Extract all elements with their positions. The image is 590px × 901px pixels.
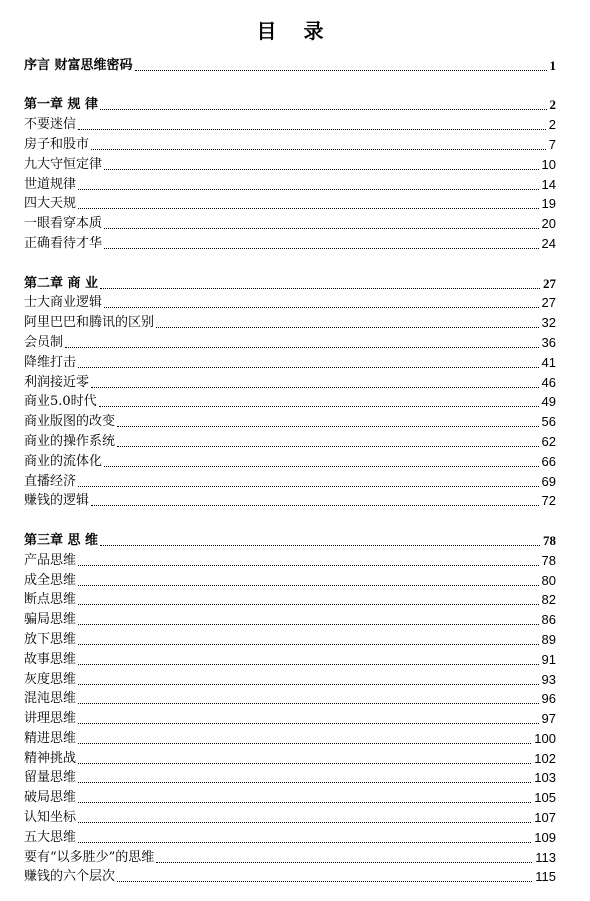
toc-page-number: 91 <box>541 651 556 667</box>
toc-entry-title: 骗局思维 <box>24 612 77 628</box>
dot-leader <box>78 663 539 665</box>
toc-entry[interactable] <box>24 332 556 352</box>
dot-leader <box>91 504 539 506</box>
toc-page-number: 10 <box>541 156 556 172</box>
dot-leader <box>104 465 539 467</box>
toc-entry[interactable] <box>24 392 556 412</box>
toc-page-number: 78 <box>543 532 556 548</box>
toc-entry-title: 第一章 规 律 <box>24 97 99 113</box>
toc-page-number: 20 <box>541 216 556 232</box>
toc-entry-title: 放下思维 <box>24 631 77 647</box>
dot-leader <box>65 346 539 348</box>
toc-page-number: 102 <box>534 750 556 766</box>
toc-page-number: 97 <box>541 711 556 727</box>
toc-entry-title: 故事思维 <box>24 651 77 667</box>
toc-page-number: 105 <box>534 790 556 806</box>
dot-leader <box>100 287 540 289</box>
dot-leader <box>99 405 539 407</box>
toc-page-number: 24 <box>541 235 556 251</box>
toc-entry[interactable] <box>24 728 556 748</box>
toc-page-number: 89 <box>541 631 556 647</box>
dot-leader <box>78 742 531 744</box>
toc-chapter-heading[interactable] <box>24 95 556 115</box>
toc-entry[interactable] <box>24 847 556 867</box>
toc-entry-title: 序言 财富思维密码 <box>24 57 133 73</box>
dot-leader <box>104 247 539 249</box>
dot-leader <box>104 306 539 308</box>
toc-page-number: 78 <box>541 552 556 568</box>
toc-page-number: 107 <box>534 810 556 826</box>
toc-entry[interactable] <box>24 748 556 768</box>
toc-entry[interactable] <box>24 174 556 194</box>
toc-entry-title: 直播经济 <box>24 473 77 489</box>
toc-chapter-heading[interactable] <box>24 55 556 75</box>
dot-leader <box>78 702 539 704</box>
toc-entry-title: 第二章 商 业 <box>24 275 99 291</box>
dot-leader <box>78 564 539 566</box>
toc-entry-title: 要有“以多胜少”的思维 <box>24 849 155 865</box>
toc-entry-title: 认知坐标 <box>24 810 77 826</box>
toc-entry-title: 讲理思维 <box>24 711 77 727</box>
toc-entry[interactable] <box>24 807 556 827</box>
toc-entry-title: 阿里巴巴和腾讯的区别 <box>24 315 155 331</box>
toc-entry[interactable] <box>24 570 556 590</box>
toc-entry-title: 破局思维 <box>24 790 77 806</box>
toc-entry[interactable] <box>24 867 556 887</box>
toc-entry[interactable] <box>24 768 556 788</box>
toc-entry-title: 商业的流体化 <box>24 453 103 469</box>
toc-entry[interactable] <box>24 213 556 233</box>
toc-entry-title: 利润接近零 <box>24 374 90 390</box>
toc-page-number: 41 <box>541 354 556 370</box>
toc-page-number: 1 <box>549 57 556 73</box>
toc-entry-title: 赚钱的六个层次 <box>24 869 116 885</box>
dot-leader <box>78 683 539 685</box>
toc-entry-title: 房子和股市 <box>24 136 90 152</box>
dot-leader <box>104 227 539 229</box>
toc-entry[interactable] <box>24 233 556 253</box>
toc-page-number: 100 <box>534 730 556 746</box>
toc-entry[interactable] <box>24 411 556 431</box>
toc-page-number: 36 <box>541 334 556 350</box>
toc-page-number: 69 <box>541 473 556 489</box>
toc-page-number: 27 <box>541 295 556 311</box>
toc-entry-title: 商业的操作系统 <box>24 433 116 449</box>
toc-entry[interactable] <box>24 787 556 807</box>
dot-leader <box>100 108 546 110</box>
toc-page-number: 49 <box>541 394 556 410</box>
toc-entry-title: 灰度思维 <box>24 671 77 687</box>
toc-entry-title: 不要迷信 <box>24 117 77 133</box>
toc-page-number: 103 <box>534 770 556 786</box>
toc-page-number: 46 <box>541 374 556 390</box>
dot-leader <box>78 188 539 190</box>
dot-leader <box>78 584 539 586</box>
toc-entry-title: 一眼看穿本质 <box>24 216 103 232</box>
dot-leader <box>78 801 531 803</box>
toc-chapter-heading[interactable] <box>24 273 556 293</box>
toc-page-number: 32 <box>541 315 556 331</box>
dot-leader <box>78 762 531 764</box>
dot-leader <box>78 722 539 724</box>
toc-entry-title: 会员制 <box>24 334 64 350</box>
toc-entry[interactable] <box>24 431 556 451</box>
toc-entry[interactable] <box>24 451 556 471</box>
toc-entry[interactable] <box>24 352 556 372</box>
dot-leader <box>135 69 547 71</box>
toc-entry[interactable] <box>24 312 556 332</box>
dot-leader <box>100 544 540 546</box>
dot-leader <box>78 841 531 843</box>
toc-page-number: 56 <box>541 414 556 430</box>
dot-leader <box>78 821 531 823</box>
dot-leader <box>117 425 539 427</box>
toc-entry-title: 留量思维 <box>24 770 77 786</box>
toc-entry-title: 商业5.0时代 <box>24 394 97 410</box>
toc-entry[interactable] <box>24 649 556 669</box>
toc-page-number: 19 <box>541 196 556 212</box>
toc-page-number: 2 <box>549 97 556 113</box>
dot-leader <box>156 326 539 328</box>
dot-leader <box>117 880 532 882</box>
toc-entry[interactable] <box>24 293 556 313</box>
toc-entry[interactable] <box>24 471 556 491</box>
toc-entry-title: 九大守恒定律 <box>24 156 103 172</box>
toc-entry-title: 降维打击 <box>24 354 77 370</box>
toc-page-number: 93 <box>541 671 556 687</box>
toc-entry-title: 赚钱的逻辑 <box>24 493 90 509</box>
toc-page-number: 86 <box>541 612 556 628</box>
toc-entry[interactable] <box>24 708 556 728</box>
dot-leader <box>78 643 539 645</box>
toc-page-number: 115 <box>535 869 556 885</box>
toc-page-number: 82 <box>541 592 556 608</box>
toc-chapter-heading[interactable] <box>24 530 556 550</box>
toc-entry-title: 产品思维 <box>24 552 77 568</box>
toc-entry-title: 正确看待才华 <box>24 235 103 251</box>
toc-entry-title: 精神挑战 <box>24 750 77 766</box>
toc-page-number: 27 <box>543 275 556 291</box>
toc-entry-title: 士大商业逻辑 <box>24 295 103 311</box>
dot-leader <box>78 623 539 625</box>
toc-page-number: 96 <box>541 691 556 707</box>
toc-entry[interactable] <box>24 194 556 214</box>
table-of-contents <box>24 55 556 886</box>
toc-entry-title: 精进思维 <box>24 730 77 746</box>
toc-page-number: 62 <box>541 433 556 449</box>
toc-entry-title: 商业版图的改变 <box>24 414 116 430</box>
toc-entry[interactable] <box>24 114 556 134</box>
dot-leader <box>156 861 532 863</box>
toc-entry[interactable] <box>24 590 556 610</box>
toc-entry[interactable] <box>24 689 556 709</box>
dot-leader <box>78 781 531 783</box>
dot-leader <box>104 168 539 170</box>
dot-leader <box>78 366 539 368</box>
toc-entry[interactable] <box>24 372 556 392</box>
toc-page-number: 2 <box>548 117 556 133</box>
toc-entry-title: 第三章 思 维 <box>24 532 99 548</box>
toc-page-number: 66 <box>541 453 556 469</box>
toc-entry-title: 四大天规 <box>24 196 77 212</box>
toc-page-number: 109 <box>534 829 556 845</box>
toc-entry[interactable] <box>24 669 556 689</box>
toc-page-number: 14 <box>541 176 556 192</box>
dot-leader <box>117 445 539 447</box>
toc-entry-title: 断点思维 <box>24 592 77 608</box>
toc-entry[interactable] <box>24 154 556 174</box>
dot-leader <box>91 386 539 388</box>
toc-entry-title: 混沌思维 <box>24 691 77 707</box>
toc-page-number: 7 <box>548 136 556 152</box>
toc-page-number: 72 <box>541 493 556 509</box>
toc-entry[interactable] <box>24 550 556 570</box>
toc-page-number: 113 <box>535 849 556 865</box>
toc-entry[interactable] <box>24 491 556 511</box>
dot-leader <box>91 148 546 150</box>
dot-leader <box>78 128 546 130</box>
toc-entry-title: 世道规律 <box>24 176 77 192</box>
toc-entry[interactable] <box>24 827 556 847</box>
toc-page-number: 80 <box>541 572 556 588</box>
page-title: 目 录 <box>256 19 334 43</box>
toc-entry[interactable] <box>24 609 556 629</box>
dot-leader <box>78 207 539 209</box>
toc-entry[interactable] <box>24 629 556 649</box>
toc-entry-title: 五大思维 <box>24 829 77 845</box>
dot-leader <box>78 603 539 605</box>
toc-entry-title: 成全思维 <box>24 572 77 588</box>
dot-leader <box>78 485 539 487</box>
toc-entry[interactable] <box>24 134 556 154</box>
